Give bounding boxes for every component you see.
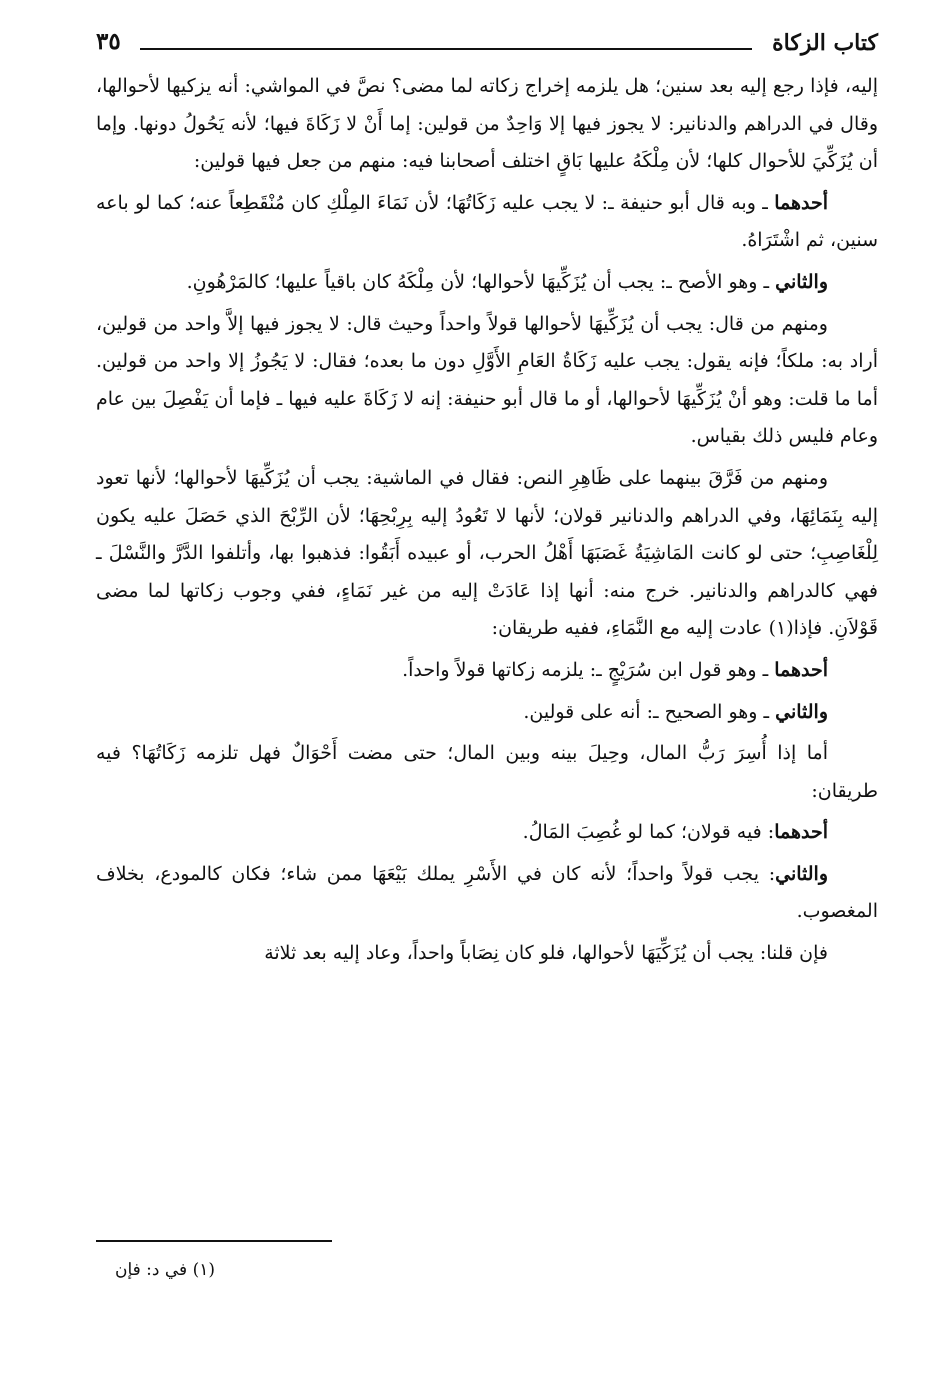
paragraph-text: فإن قلنا: يجب أن يُزَكِّيَهَا لأحوالها، فلو كان نِصَاباً واحداً، وعاد إليه بعد ثلاثة: [264, 942, 828, 965]
paragraph: [96, 735, 878, 810]
paragraph-lead: أحدهما: [774, 658, 828, 681]
paragraph: [96, 694, 878, 732]
paragraph: [96, 935, 878, 973]
paragraph-text: ومنهم من قال: يجب أن يُزَكِّيهَا لأحوالها قولاً واحداً وحيث قال: لا يجوز فيها إلاَّ واحد من قولين، أراد به: ملكاً؛ فإنه يقول: يجب عليه زَكَاةُ العَامِ الأَوَّلِ دون ما بعده؛ فقال: لا يَجُوزُ إلا واحد من قولين. أما ما قلت: وهو أنْ يُزَكِّيهَا لأحوالها، أو ما قال أبو حنيفة: إنه لا زَكَاةَ عليه فيها ـ فإما أن يَفْصِلَ بين عام وعام فليس ذلك بقياس.: [96, 312, 878, 448]
paragraph-text: إليه، فإذا رجع إليه بعد سنين؛ هل يلزمه إخراج زكاته لما مضى؟ نصَّ في المواشي: أنه يزكيها لأحوالها، وقال في الدراهم والدنانير: لا يجوز فيها إلا وَاحِدٌ من قولين: إما أَنْ لا زَكَاةَ فيها؛ لأنه يَحُولُ دونها. وإما أن يُزَكِّيَ للأحوال كلها؛ لأن مِلْكَهُ عليها بَاقٍ اختلف أصحابنا فيه: منهم من جعل فيها قولين:: [96, 75, 878, 173]
header-rule: [140, 48, 752, 50]
paragraph: [96, 856, 878, 931]
paragraph-text: ـ وهو الأصح ـ: يجب أن يُزَكِّيهَا لأحوالها؛ لأن مِلْكَهُ كان باقياً عليها؛ كالمَرْهُونِ.: [186, 270, 776, 293]
paragraph: [96, 460, 878, 648]
footnote-rule: [96, 1240, 332, 1242]
paragraph: [96, 264, 878, 302]
paragraph: [96, 68, 878, 181]
paragraph-text: ومنهم من فَرَّقَ بينهما على ظَاهِرِ النص: فقال في الماشية: يجب أن يُزَكِّيهَا لأحوالها؛ لأنها تعود إليه بِنَمَائِهَا، وفي الدراهم والدنانير قولان؛ لأنها لا تَعُودُ إليه بِرِبْحِهَا؛ لأن الرِّبْحَ الذي حَصَلَ عليه يكون لِلْغَاصِبِ؛ حتى لو كانت المَاشِيَةُ غَصَبَهَا أَهْلُ الحرب، أو عبيده أَبَقُوا: فذهبوا بها، وأتلفوا الدَّرَّ والنَّسْلَ ـ فهي كالدراهم والدنانير. خرج منه: أنها إذا عَادَتْ إليه من غير نَمَاءٍ، ففي وجوب زكاتها لما مضى قَوْلاَنِ. فإذا(١) عادت إليه مع النَّمَاءِ، ففيه طريقان:: [96, 466, 878, 640]
running-title: كتاب الزكاة: [772, 30, 878, 56]
paragraph-text: ـ وبه قال أبو حنيفة ـ: لا يجب عليه زَكَاتُهَا؛ لأن نَمَاءَ المِلْكِ كان مُنْقَطِعاً عنه؛ كما لو باعه سنين، ثم اشْتَرَاهُ.: [96, 191, 878, 252]
paragraph-lead: والثاني: [775, 862, 828, 885]
paragraph-text: أما إذا أُسِرَ رَبُّ المال، وحِيلَ بينه وبين المال؛ حتى مضت أَحْوَالٌ فهل تلزمه زَكَاتُهَا؟ فيه طريقان:: [96, 742, 878, 802]
paragraph-text: ـ وهو قول ابن سُرَيْجٍ ـ: يلزمه زكاتها قولاً واحداً.: [402, 658, 775, 681]
paragraph: [96, 814, 878, 852]
body-text: [96, 68, 878, 973]
paragraph: [96, 652, 878, 690]
page-header: [96, 26, 878, 62]
page-number: ٣٥: [96, 28, 121, 55]
footnote: (١) في د: فإن: [114, 1260, 215, 1280]
paragraph: [96, 306, 878, 456]
paragraph-text: : فيه قولان؛ كما لو غُصِبَ المَالُ.: [522, 821, 775, 844]
page: [96, 26, 878, 977]
paragraph-lead: والثاني: [775, 700, 828, 723]
paragraph-lead: أحدهما: [774, 821, 828, 844]
paragraph-lead: أحدهما: [774, 191, 828, 214]
paragraph: [96, 185, 878, 260]
paragraph-text: ـ وهو الصحيح ـ: أنه على قولين.: [523, 700, 776, 723]
paragraph-lead: والثاني: [775, 270, 828, 293]
paragraph-text: : يجب قولاً واحداً؛ لأنه كان في الأَسْرِ يملك بَيْعَهَا ممن شاء؛ فكان كالمودع، بخلاف المغصوب.: [96, 862, 878, 923]
